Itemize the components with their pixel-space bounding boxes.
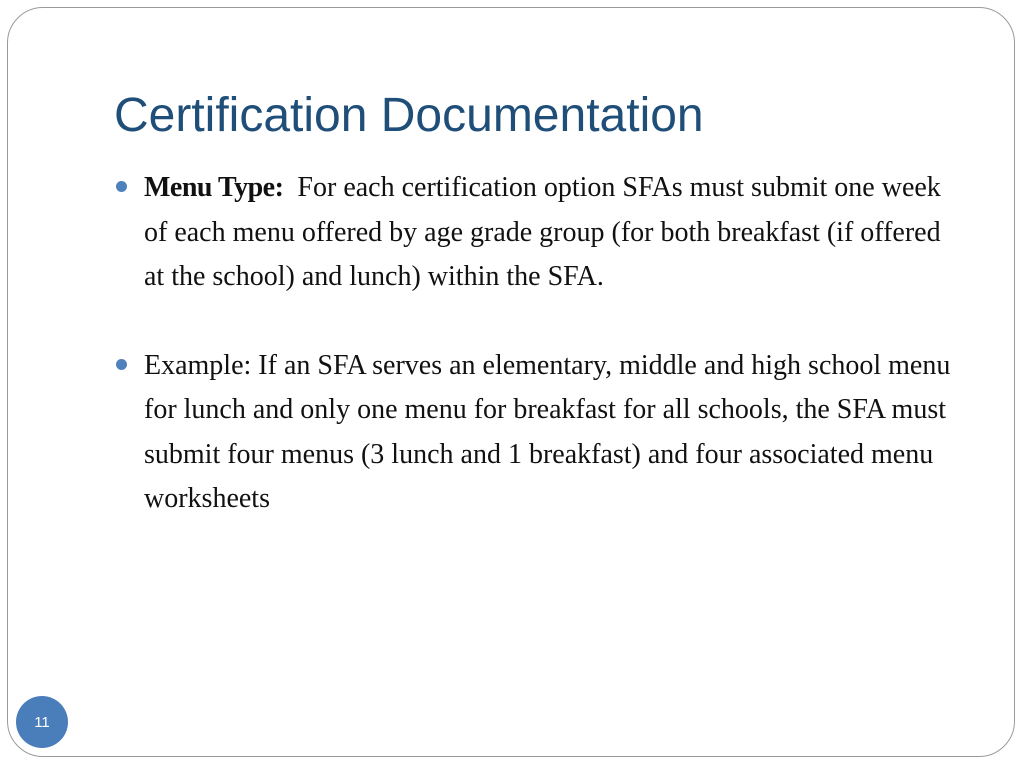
bullet-label: Menu Type: [144,172,284,203]
bullet-text: Example: If an SFA serves an elementary, middle and high school menu for lunch and only one menu for breakfast for all schools, the SFA must submit four menus (3 lunch and 1 breakfast) and four associated menu worksheets [144,349,951,514]
bullet-list [114,166,964,522]
bullet-dot-icon [116,359,127,370]
bullet-dot-icon [116,181,127,192]
slide-title: Certification Documentation [114,89,704,142]
bullet-menu-type [114,166,964,300]
bullet-example [114,344,964,522]
bullet-text: For each certification option SFAs must submit one week of each menu offered by age grade group (for both breakfast (if offered at the school) and lunch) within the SFA. [144,172,941,292]
page-number-badge [16,696,68,748]
page-number: 11 [34,713,50,731]
